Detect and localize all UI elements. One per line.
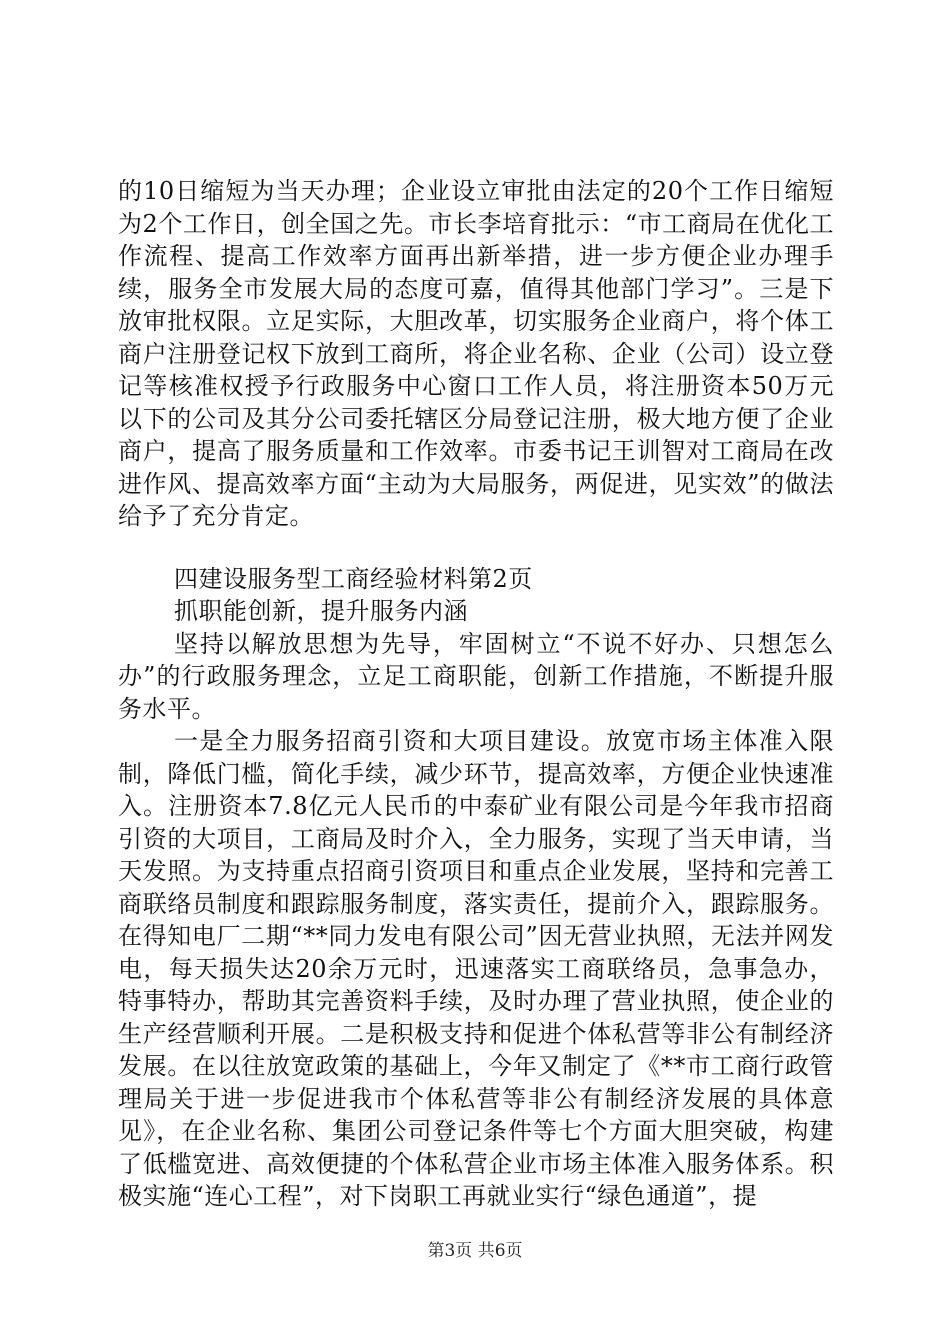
- paragraph-gap: [118, 533, 834, 563]
- section-subtitle: 抓职能创新，提升服务内涵: [174, 597, 468, 625]
- paragraph-intro: 坚持以解放思想为先导，牢固树立“不说不好办、只想怎么办”的行政服务理念，立足工商职能，创新工作措施，不断提升服务水平。: [118, 629, 834, 723]
- page-footer: [0, 1236, 950, 1261]
- page-number: 第3页 共6页: [427, 1241, 523, 1261]
- section-title: 四建设服务型工商经验材料第2页: [174, 564, 533, 593]
- document-body: [118, 175, 834, 1213]
- paragraph-body: 一是全力服务招商引资和大项目建设。放宽市场主体准入限制，降低门槛，简化手续，减少环节，提高效率，方便企业快速准入。注册资本7.8亿元人民币的中泰矿业有限公司是今年我市招商引资的大项目，工商局及时介入，全力服务，实现了当天申请，当天发照。为支持重点招商引资项目和重点企业发展，坚持和完善工商联络员制度和跟踪服务制度，落实责任，提前介入，跟踪服务。在得知电厂二期“**同力发电有限公司”因无营业执照，无法并网发电，每天损失达20余万元时，迅速落实工商联络员，急事急办，特事特办，帮助其完善资料手续，及时办理了营业执照，使企业的生产经营顺利开展。二是积极支持和促进个体私营等非公有制经济发展。在以往放宽政策的基础上，今年又制定了《**市工商行政管理局关于进一步促进我市个体私营等非公有制经济发展的具体意见》，在企业名称、集团公司登记条件等七个方面大胆突破，构建了低槛宽进、高效便捷的个体私营企业市场主体准入服务体系。积极实施“连心工程”，对下岗职工再就业实行“绿色通道”，提: [118, 727, 834, 1210]
- paragraph-continuation: 的10日缩短为当天办理；企业设立审批由法定的20个工作日缩短为2个工作日，创全国之先。市长李培育批示：“市工商局在优化工作流程、提高工作效率方面再出新举措，进一步方便企业办理手续，服务全市发展大局的态度可嘉，值得其他部门学习”。三是下放审批权限。立足实际，大胆改革，切实服务企业商户，将个体工商户注册登记权下放到工商所，将企业名称、企业（公司）设立登记等核准权授予行政服务中心窗口工作人员，将注册资本50万元以下的公司及其分公司委托辖区分局登记注册，极大地方便了企业商户，提高了服务质量和工作效率。市委书记王训智对工商局在改进作风、提高效率方面“主动为大局服务，两促进，见实效”的做法给予了充分肯定。: [118, 177, 834, 530]
